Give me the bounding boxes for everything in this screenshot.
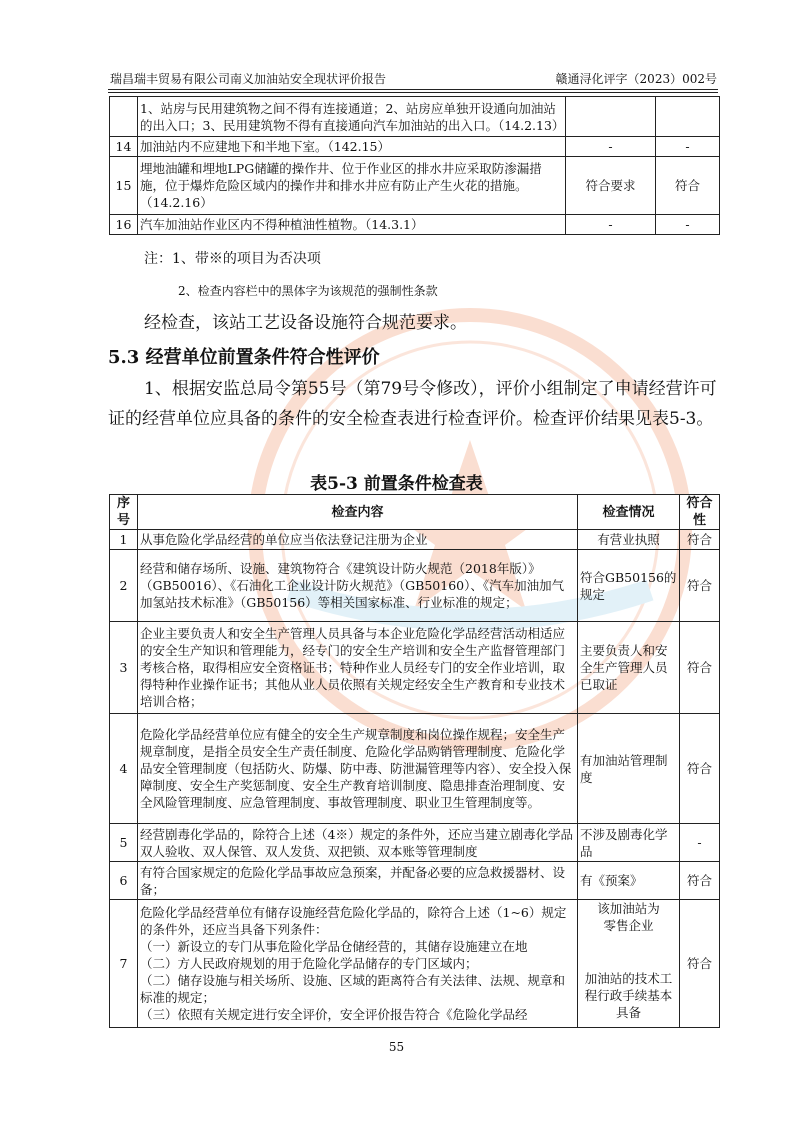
row-content-line: （二）储存设施与相关场所、设施、区域的距离符合有关法律、法规、规章和标准的规定； bbox=[140, 973, 566, 1005]
table-row bbox=[110, 824, 720, 862]
row-result bbox=[656, 97, 720, 137]
table-row bbox=[110, 900, 720, 1028]
inspection-conclusion: 经检查，该站工艺设备设施符合规范要求。 bbox=[144, 313, 467, 333]
row-check: 主要负责人和安全生产管理人员已取证 bbox=[578, 622, 680, 714]
page-number: 55 bbox=[388, 1040, 405, 1054]
table-row bbox=[110, 157, 720, 215]
inspection-table-continued bbox=[109, 96, 720, 235]
table-row bbox=[110, 530, 720, 550]
row-content: 企业主要负责人和安全生产管理人员具备与本企业危险化学品经营活动相适应的安全生产知识和管理能力，经专门的安全生产培训和安全生产监督管理部门考核合格，取得相应安全资格证书；特种作业人员经专门的安全作业培训，取得特种作业操作证书；其他从业人员依照有关规定经安全生产教育和专业技术培训合格； bbox=[138, 622, 578, 714]
row-result: 符合 bbox=[656, 157, 720, 215]
row-number: 4 bbox=[110, 714, 138, 824]
row-content: 埋地油罐和埋地LPG储罐的操作井、位于作业区的排水井应采取防渗漏措施，位于爆炸危险区域内的操作井和排水井应有防止产生火花的措施。（14.2.16） bbox=[138, 157, 566, 215]
row-status: - bbox=[566, 215, 656, 235]
paragraph-text: 1、根据安监总局令第55号（第79号令修改），评价小组制定了申请经营许可证的经营单位应具备的条件的安全检查表进行检查评价。检查评价结果见表5-3。 bbox=[108, 379, 717, 429]
row-check: 有加油站管理制度 bbox=[578, 714, 680, 824]
header-rule-thin bbox=[108, 92, 718, 93]
row-number: 5 bbox=[110, 824, 138, 862]
section-paragraph bbox=[108, 374, 720, 434]
row-content-line: （二）方人民政府规划的用于危险化学品储存的专门区域内； bbox=[140, 956, 478, 971]
row-number: 15 bbox=[110, 157, 138, 215]
row-result: 符合 bbox=[680, 714, 720, 824]
row-result: 符合 bbox=[680, 900, 720, 1028]
row-check: 有营业执照 bbox=[578, 530, 680, 550]
row-content-line: （三）依照有关规定进行安全评价，安全评价报告符合《危险化学品经 bbox=[140, 1007, 528, 1022]
row-number: 1 bbox=[110, 530, 138, 550]
row-content: 1、站房与民用建筑物之间不得有连接通道；2、站房应单独开设通向加油站的出入口；3、民用建筑物不得有直接通向汽车加油站的出入口。（14.2.13） bbox=[138, 97, 566, 137]
header-check: 检查情况 bbox=[578, 495, 680, 530]
row-content: 加油站内不应建地下和半地下室。（142.15） bbox=[138, 137, 566, 157]
row-result: 符合 bbox=[680, 622, 720, 714]
row-number: 16 bbox=[110, 215, 138, 235]
row-content-line: 危险化学品经营单位有储存设施经营危险化学品的，除符合上述（1~6）规定的条件外，还应当具备下列条件： bbox=[140, 905, 567, 937]
row-status: - bbox=[566, 137, 656, 157]
row-number: 3 bbox=[110, 622, 138, 714]
table-row bbox=[110, 714, 720, 824]
row-content bbox=[138, 900, 578, 1028]
precondition-check-table bbox=[109, 494, 720, 1028]
table-row bbox=[110, 550, 720, 622]
row-result: - bbox=[656, 215, 720, 235]
table-row bbox=[110, 137, 720, 157]
table-note-1: 注：1、带※的项目为否决项 bbox=[144, 251, 321, 267]
row-status bbox=[566, 97, 656, 137]
row-status: 符合要求 bbox=[566, 157, 656, 215]
header-report-title: 瑞昌瑞丰贸易有限公司南义加油站安全现状评价报告 bbox=[110, 72, 387, 86]
row-content-line: （一）新设立的专门从事危险化学品仓储经营的，其储存设施建立在地 bbox=[140, 939, 528, 954]
table-note-2: 2、检查内容栏中的黑体字为该规范的强制性条款 bbox=[178, 284, 438, 298]
row-number: 2 bbox=[110, 550, 138, 622]
row-number bbox=[110, 97, 138, 137]
row-check: 不涉及剧毒化学品 bbox=[578, 824, 680, 862]
row-content: 有符合国家规定的危险化学品事故应急预案，并配备必要的应急救援器材、设备； bbox=[138, 862, 578, 900]
row-content: 经营剧毒化学品的，除符合上述（4※）规定的条件外，还应当建立剧毒化学品双人验收、双人保管、双人发货、双把锁、双本账等管理制度 bbox=[138, 824, 578, 862]
table-row bbox=[110, 862, 720, 900]
row-check bbox=[578, 900, 680, 1028]
table-header-row bbox=[110, 495, 720, 530]
row-number: 14 bbox=[110, 137, 138, 157]
row-result: - bbox=[680, 824, 720, 862]
row-content: 从事危险化学品经营的单位应当依法登记注册为企业 bbox=[138, 530, 578, 550]
row-result: 符合 bbox=[680, 862, 720, 900]
section-title: 5.3 经营单位前置条件符合性评价 bbox=[108, 347, 380, 368]
row-result: 符合 bbox=[680, 530, 720, 550]
row-content: 汽车加油站作业区内不得种植油性植物。（14.3.1） bbox=[138, 215, 566, 235]
header-result: 符合性 bbox=[680, 495, 720, 530]
row-check: 有《预案》 bbox=[578, 862, 680, 900]
table-row bbox=[110, 622, 720, 714]
row-check-a: 该加油站为零售企业 bbox=[597, 901, 660, 933]
header-rule bbox=[108, 89, 718, 90]
row-number: 7 bbox=[110, 900, 138, 1028]
table-title: 表5-3 前置条件检查表 bbox=[310, 474, 483, 494]
table-row bbox=[110, 215, 720, 235]
row-content: 经营和储存场所、设施、建筑物符合《建筑设计防火规范（2018年版）》（GB50016）、《石油化工企业设计防火规范》（GB50160）、《汽车加油加气加氢站技术标准》（GB50156）等相关国家标准、行业标准的规定； bbox=[138, 550, 578, 622]
header-report-number: 赣通浔化评字（2023）002号 bbox=[555, 72, 717, 86]
row-result: - bbox=[656, 137, 720, 157]
row-number: 6 bbox=[110, 862, 138, 900]
row-content: 危险化学品经营单位应有健全的安全生产规章制度和岗位操作规程；安全生产规章制度，是指全员安全生产责任制度、危险化学品购销管理制度、危险化学品安全管理制度（包括防火、防爆、防中毒、防泄漏管理等内容）、安全投入保障制度、安全生产奖惩制度、安全生产教育培训制度、隐患排查治理制度、安全风险管理制度、应急管理制度、事故管理制度、职业卫生管理制度等。 bbox=[138, 714, 578, 824]
header-content: 检查内容 bbox=[138, 495, 578, 530]
row-check-b: 加油站的技术工程行政手续基本具备 bbox=[584, 971, 673, 1020]
row-check: 符合GB50156的规定 bbox=[578, 550, 680, 622]
header-no: 序号 bbox=[110, 495, 138, 530]
table-row bbox=[110, 97, 720, 137]
row-result: 符合 bbox=[680, 550, 720, 622]
